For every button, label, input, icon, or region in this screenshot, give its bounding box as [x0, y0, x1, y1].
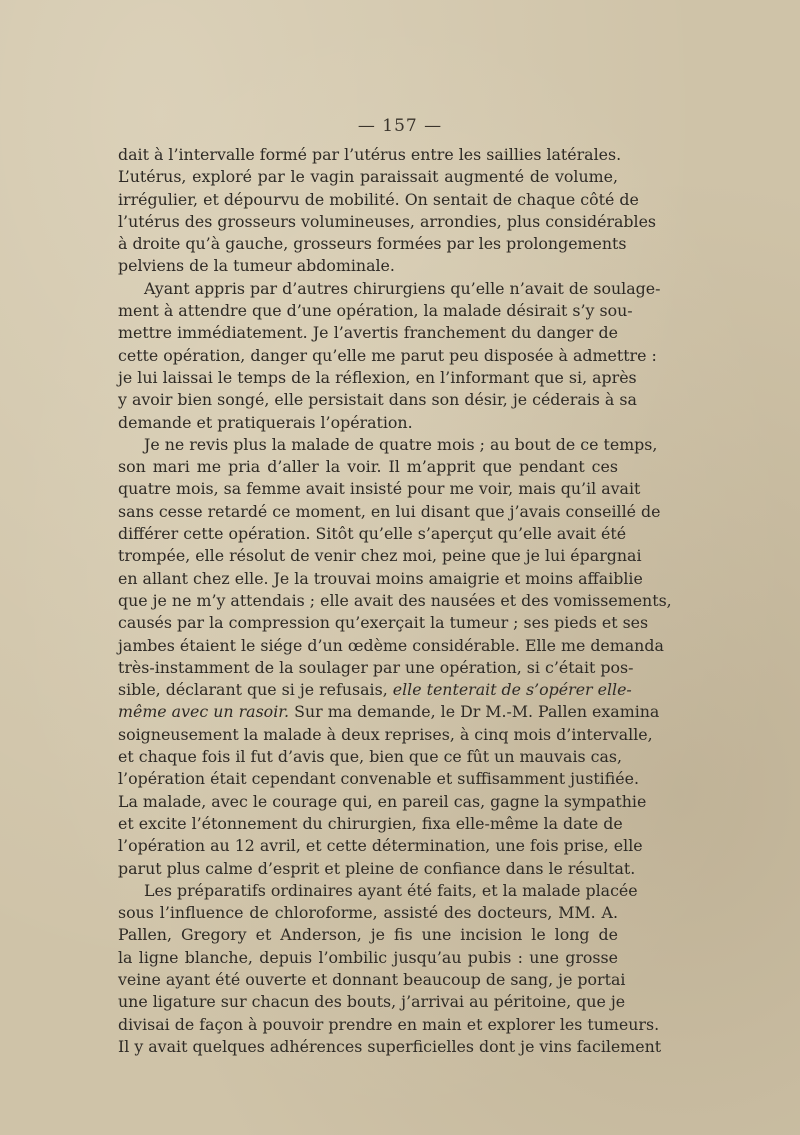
- body-text: [118, 144, 672, 1058]
- text-line: différer cette opération. Sitôt qu’elle s’aperçut qu’elle avait été: [118, 524, 627, 544]
- text-line: et chaque fois il fut d’avis que, bien que ce fût un mauvais cas,: [118, 747, 623, 767]
- text-line: je lui laissai le temps de la réflexion, en l’informant que si, après: [118, 367, 637, 387]
- text-line: l’utérus des grosseurs volumineuses, arrondies, plus considérables: [118, 211, 657, 231]
- text-line: soigneusement la malade à deux reprises, à cinq mois d’intervalle,: [118, 724, 653, 744]
- text-line: Pallen, Gregory et Anderson, je fis une incision le long de: [118, 925, 618, 945]
- text-line: la ligne blanche, depuis l’ombilic jusqu’au pubis : une grosse: [118, 947, 618, 967]
- italic-quote: elle tenterait de s’opérer elle-: [392, 680, 632, 700]
- text-line: ment à attendre que d’une opération, la malade désirait s’y sou-: [118, 301, 633, 321]
- text-line: son mari me pria d’aller la voir. Il m’apprit que pendant ces: [118, 457, 618, 477]
- text-line: une ligature sur chacun des bouts, j’arrivai au péritoine, que je: [118, 992, 626, 1012]
- text-line: à droite qu’à gauche, grosseurs formées par les prolongements: [118, 234, 627, 254]
- text-line: veine ayant été ouverte et donnant beaucoup de sang, je portai: [118, 969, 626, 989]
- text-line-mixed: [118, 679, 632, 701]
- text-line: pelviens de la tumeur abdominale.: [118, 256, 395, 276]
- text-line: sous l’influence de chloroforme, assisté des docteurs, MM. A.: [118, 903, 618, 923]
- text-line: causés par la compression qu’exerçait la tumeur ; ses pieds et ses: [118, 613, 649, 633]
- text-line: que je ne m’y attendais ; elle avait des nausées et des vomissements,: [118, 590, 672, 610]
- text-line: demande et pratiquerais l’opération.: [118, 412, 413, 432]
- text-line-mixed: [118, 701, 660, 723]
- text-segment: Sur ma demande, le Dr M.-M. Pallen examina: [294, 702, 660, 722]
- text-line: Je ne revis plus la malade de quatre mois ; au bout de ce temps,: [144, 434, 658, 454]
- text-line: en allant chez elle. Je la trouvai moins amaigrie et moins affaiblie: [118, 568, 643, 588]
- text-line: très-instamment de la soulager par une opération, si c’était pos-: [118, 657, 634, 677]
- text-line: y avoir bien songé, elle persistait dans son désir, je céderais à sa: [118, 390, 637, 410]
- text-line: dait à l’intervalle formé par l’utérus entre les saillies latérales.: [118, 145, 622, 164]
- page-number: — 157 —: [357, 116, 443, 136]
- text-line: et excite l’étonnement du chirurgien, fixa elle-même la date de: [118, 813, 623, 833]
- text-line: mettre immédiatement. Je l’avertis franchement du danger de: [118, 323, 618, 343]
- text-line: sans cesse retardé ce moment, en lui disant que j’avais conseillé de: [118, 501, 661, 521]
- text-line: La malade, avec le courage qui, en pareil cas, gagne la sympathie: [118, 791, 647, 811]
- text-line: l’opération était cependant convenable et suffisamment justifiée.: [118, 769, 639, 789]
- text-line: jambes étaient le siége d’un œdème considérable. Elle me demanda: [118, 635, 664, 655]
- italic-quote: même avec un rasoir.: [118, 702, 290, 722]
- text-line: irrégulier, et dépourvu de mobilité. On sentait de chaque côté de: [118, 189, 639, 209]
- text-line: parut plus calme d’esprit et pleine de confiance dans le résultat.: [118, 858, 636, 878]
- text-line: Il y avait quelques adhérences superficielles dont je vins facilement: [118, 1036, 662, 1056]
- text-line: Ayant appris par d’autres chirurgiens qu’elle n’avait de soulage-: [144, 278, 661, 298]
- text-line: divisai de façon à pouvoir prendre en main et explorer les tumeurs.: [118, 1014, 660, 1034]
- text-segment: sible, déclarant que si je refusais,: [118, 680, 388, 700]
- text-line: Les préparatifs ordinaires ayant été faits, et la malade placée: [144, 880, 638, 900]
- text-line: quatre mois, sa femme avait insisté pour me voir, mais qu’il avait: [118, 479, 641, 499]
- text-line: l’opération au 12 avril, et cette détermination, une fois prise, elle: [118, 836, 643, 856]
- text-line: trompée, elle résolut de venir chez moi, peine que je lui épargnai: [118, 546, 642, 566]
- text-line: L’utérus, exploré par le vagin paraissait augmenté de volume,: [118, 167, 618, 187]
- text-line: cette opération, danger qu’elle me parut peu disposée à admettre :: [118, 345, 657, 365]
